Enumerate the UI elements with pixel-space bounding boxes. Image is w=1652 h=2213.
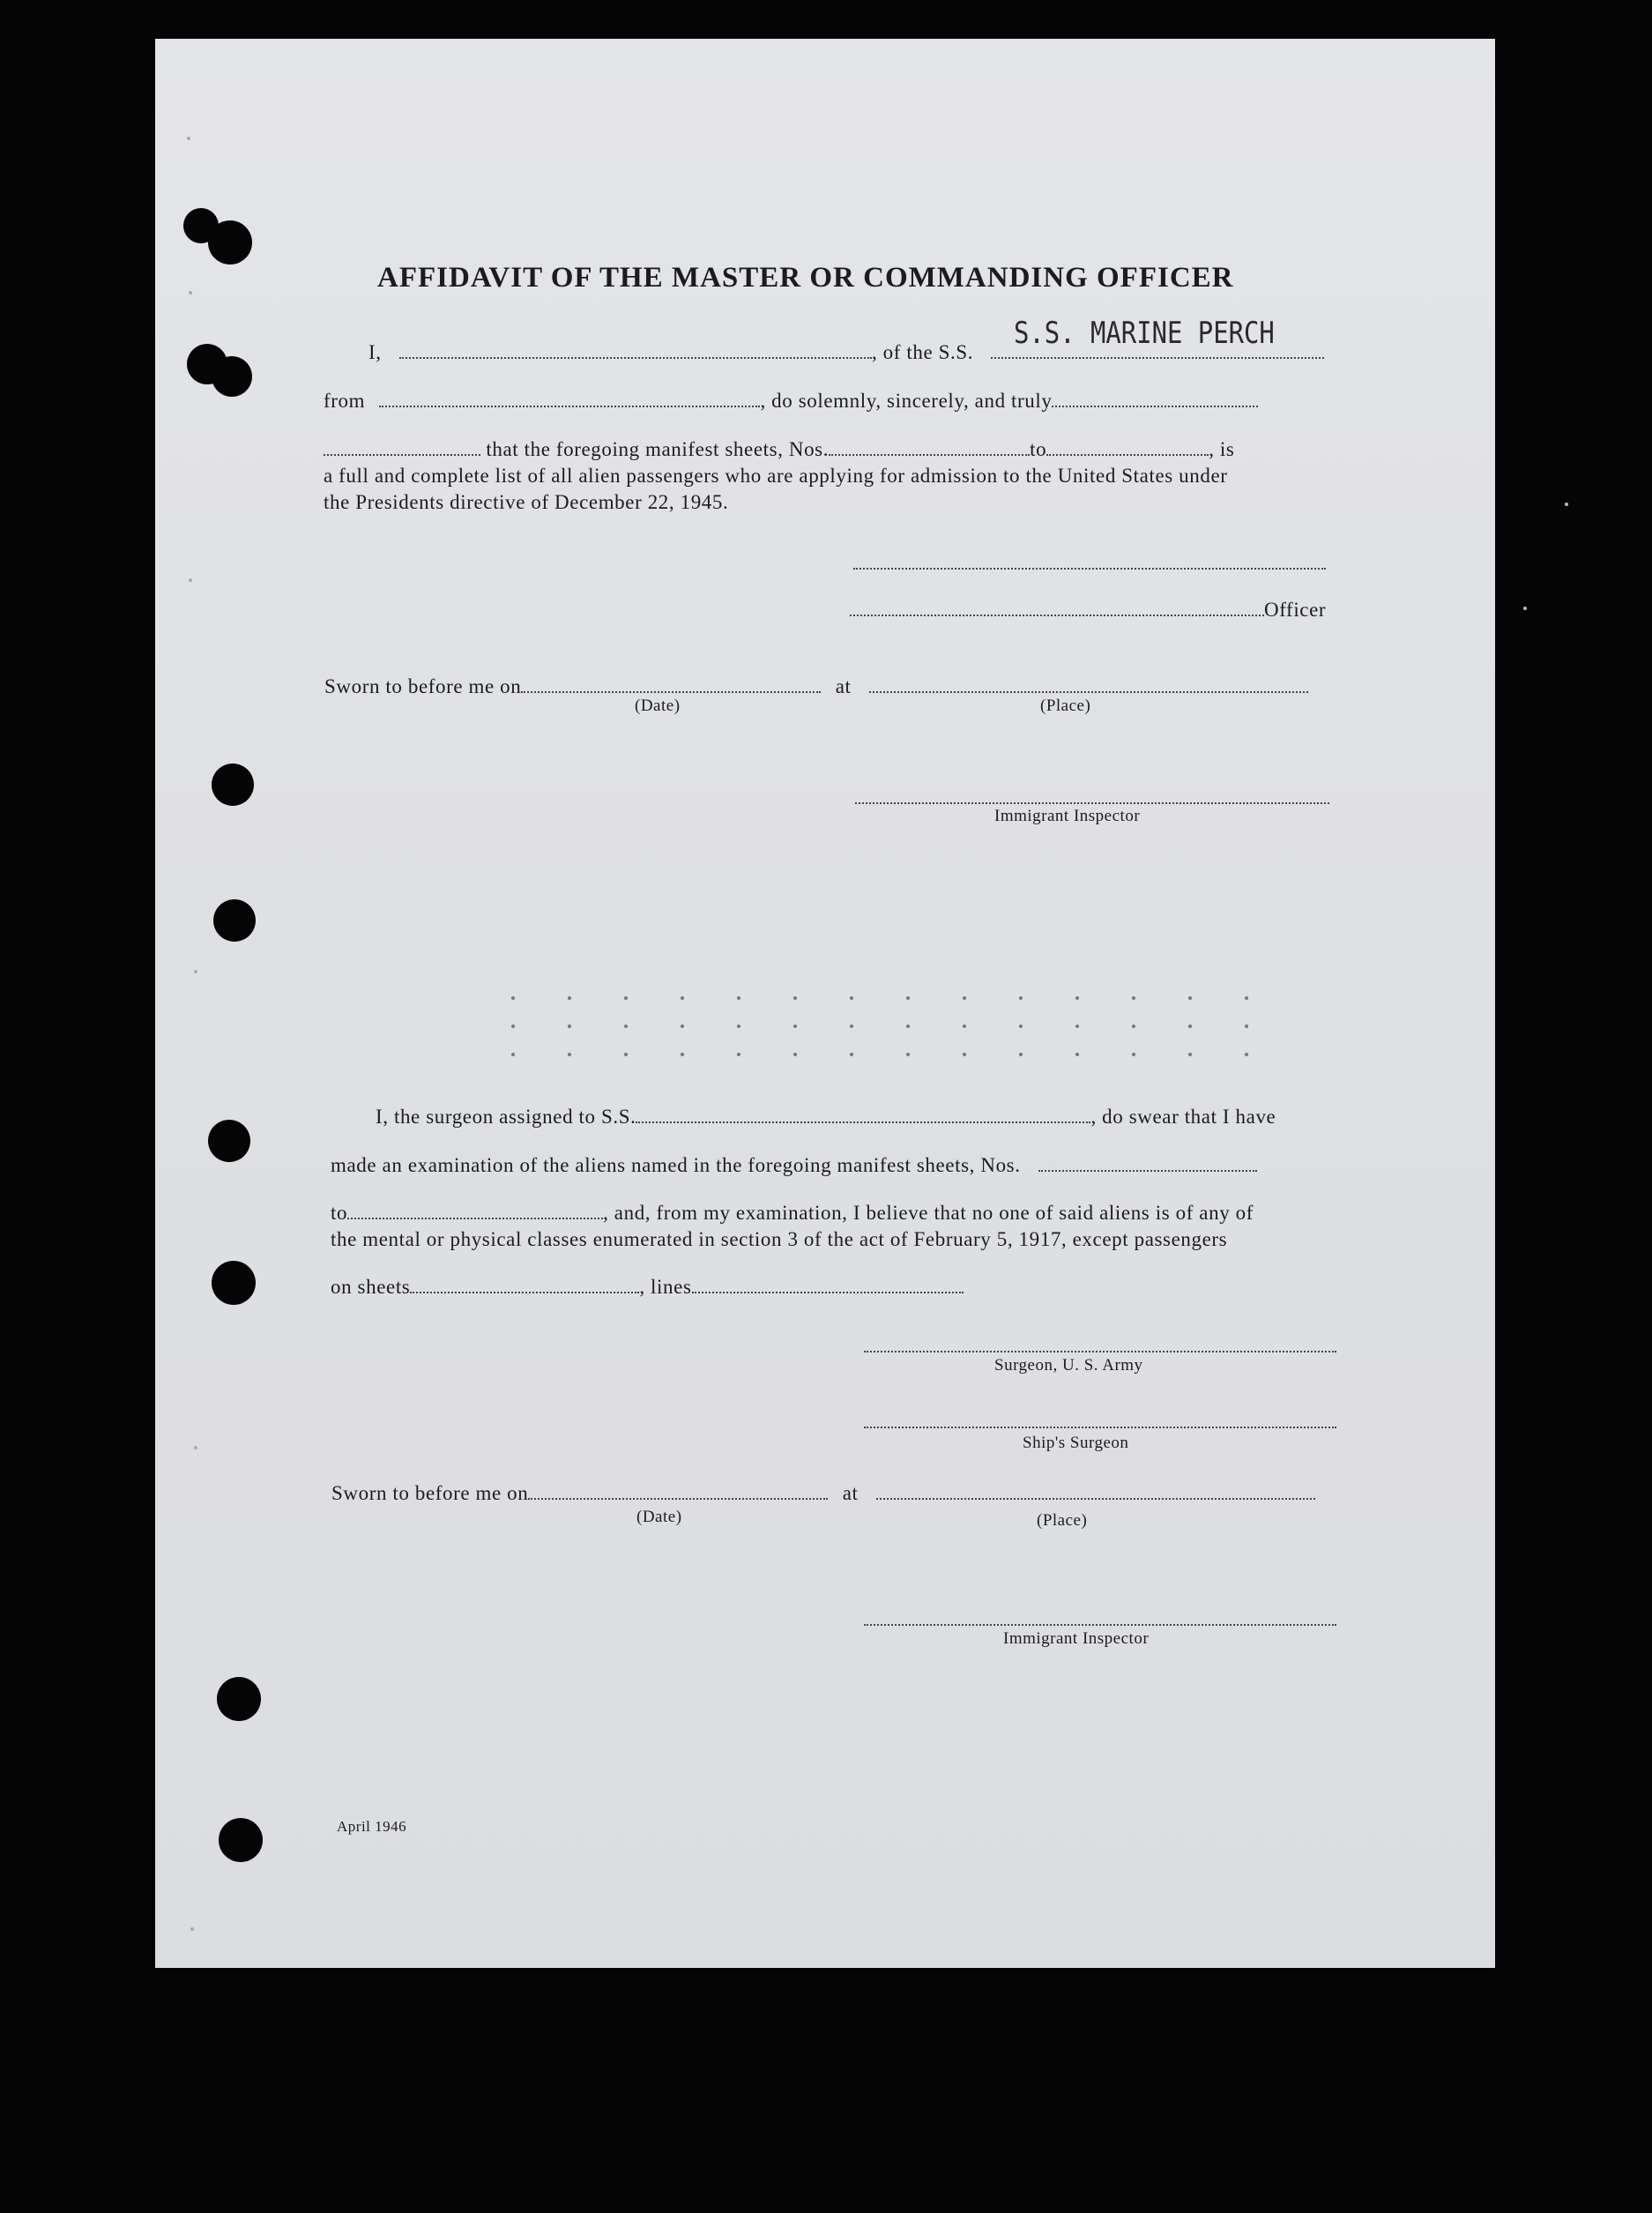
text: , lines [639, 1276, 692, 1298]
text: to [1030, 438, 1047, 460]
text: I, [368, 341, 382, 363]
text: , do swear that I have [1090, 1106, 1276, 1128]
speck [194, 1446, 197, 1449]
text: that the foregoing manifest sheets, Nos. [486, 438, 830, 460]
surgeon-line-1 [376, 1105, 1276, 1129]
surgeon-place-caption: (Place) [1037, 1511, 1088, 1530]
date-caption: (Date) [635, 697, 681, 715]
form-date-footer: April 1946 [337, 1818, 407, 1835]
text: to [331, 1202, 348, 1224]
master-name-field[interactable] [399, 341, 872, 359]
master-line-1 [368, 340, 1324, 365]
bleed-through-dots [511, 996, 1269, 1058]
place-caption: (Place) [1040, 697, 1091, 715]
text: , of the S.S. [871, 341, 974, 363]
manifest-from-field[interactable] [829, 438, 1030, 456]
surgeon-line-2 [331, 1153, 1257, 1178]
punch-hole [212, 1261, 256, 1305]
master-line-4: a full and complete list of all alien passengers who are applying for admission to the United States under [324, 465, 1228, 487]
text: Sworn to before me on [331, 1482, 529, 1504]
form-title: AFFIDAVIT OF THE MASTER OR COMMANDING OFFICER [377, 262, 1234, 294]
surgeon-sworn-date-field[interactable] [528, 1482, 828, 1500]
speck [190, 1927, 194, 1931]
departure-port-field[interactable] [379, 390, 760, 407]
ships-surgeon-caption: Ship's Surgeon [1023, 1434, 1129, 1452]
punch-hole [219, 1818, 263, 1862]
master-line-5: the Presidents directive of December 22, 1945. [324, 491, 729, 513]
text: Sworn to before me on [324, 675, 522, 697]
officer-label: Officer [1264, 599, 1327, 621]
text: , and, from my examination, I believe that no one of said aliens is of any of [603, 1202, 1254, 1224]
officer-signature-field[interactable] [850, 599, 1264, 616]
punch-hole [208, 1120, 250, 1162]
text: from [324, 390, 366, 412]
surgeon-ship-field[interactable] [636, 1106, 1090, 1123]
sworn-date-field[interactable] [521, 675, 821, 693]
speck [189, 578, 192, 582]
text: on sheets [331, 1276, 411, 1298]
surgeon-date-caption: (Date) [636, 1508, 682, 1526]
text: I, the surgeon assigned to S.S. [376, 1106, 636, 1128]
speck [194, 970, 197, 973]
master-signature-line[interactable] [853, 568, 1326, 570]
punch-hole [212, 764, 254, 806]
inspector-caption: Immigrant Inspector [994, 807, 1141, 825]
punch-hole [217, 1677, 261, 1721]
surgeon-sworn-line [331, 1481, 1315, 1506]
surgeon-line-3 [331, 1201, 1254, 1226]
text: , do solemnly, sincerely, and truly [760, 390, 1053, 412]
surgeon-inspector-signature-line[interactable] [864, 1624, 1336, 1626]
punch-hole [213, 899, 256, 942]
master-line-2 [324, 389, 1258, 414]
oath-continuation-field[interactable] [324, 438, 480, 456]
manifest-to-field[interactable] [1046, 438, 1209, 456]
surgeon-sworn-place-field[interactable] [876, 1482, 1315, 1500]
army-surgeon-caption: Surgeon, U. S. Army [994, 1356, 1143, 1375]
speck [189, 291, 192, 294]
army-surgeon-signature-line[interactable] [864, 1351, 1336, 1352]
punch-hole [212, 356, 252, 397]
ships-surgeon-signature-line[interactable] [864, 1427, 1336, 1428]
surgeon-line-5 [331, 1275, 964, 1300]
punch-hole [208, 220, 252, 265]
master-sworn-line [324, 674, 1308, 699]
except-lines-field[interactable] [692, 1276, 964, 1293]
text: at [835, 675, 852, 697]
oath-field[interactable] [1052, 390, 1258, 407]
surgeon-line-4: the mental or physical classes enumerated in section 3 of the act of February 5, 1917, except passengers [331, 1228, 1228, 1250]
text: at [842, 1482, 859, 1504]
master-line-3 [324, 437, 1234, 462]
officer-line [850, 598, 1326, 622]
sworn-place-field[interactable] [869, 675, 1308, 693]
text: made an examination of the aliens named in the foregoing manifest sheets, Nos. [331, 1154, 1021, 1176]
surgeon-manifest-to-field[interactable] [347, 1202, 603, 1219]
except-sheets-field[interactable] [410, 1276, 639, 1293]
ship-name-field[interactable] [991, 341, 1324, 359]
surgeon-manifest-from-field[interactable] [1038, 1154, 1257, 1172]
speck [1523, 607, 1527, 610]
text: , is [1209, 438, 1235, 460]
inspector-signature-line[interactable] [855, 802, 1329, 804]
surgeon-inspector-caption: Immigrant Inspector [1003, 1629, 1150, 1648]
ship-name-stamp: S.S. MARINE PERCH [1014, 316, 1275, 351]
speck [187, 137, 190, 140]
speck [1565, 503, 1568, 506]
